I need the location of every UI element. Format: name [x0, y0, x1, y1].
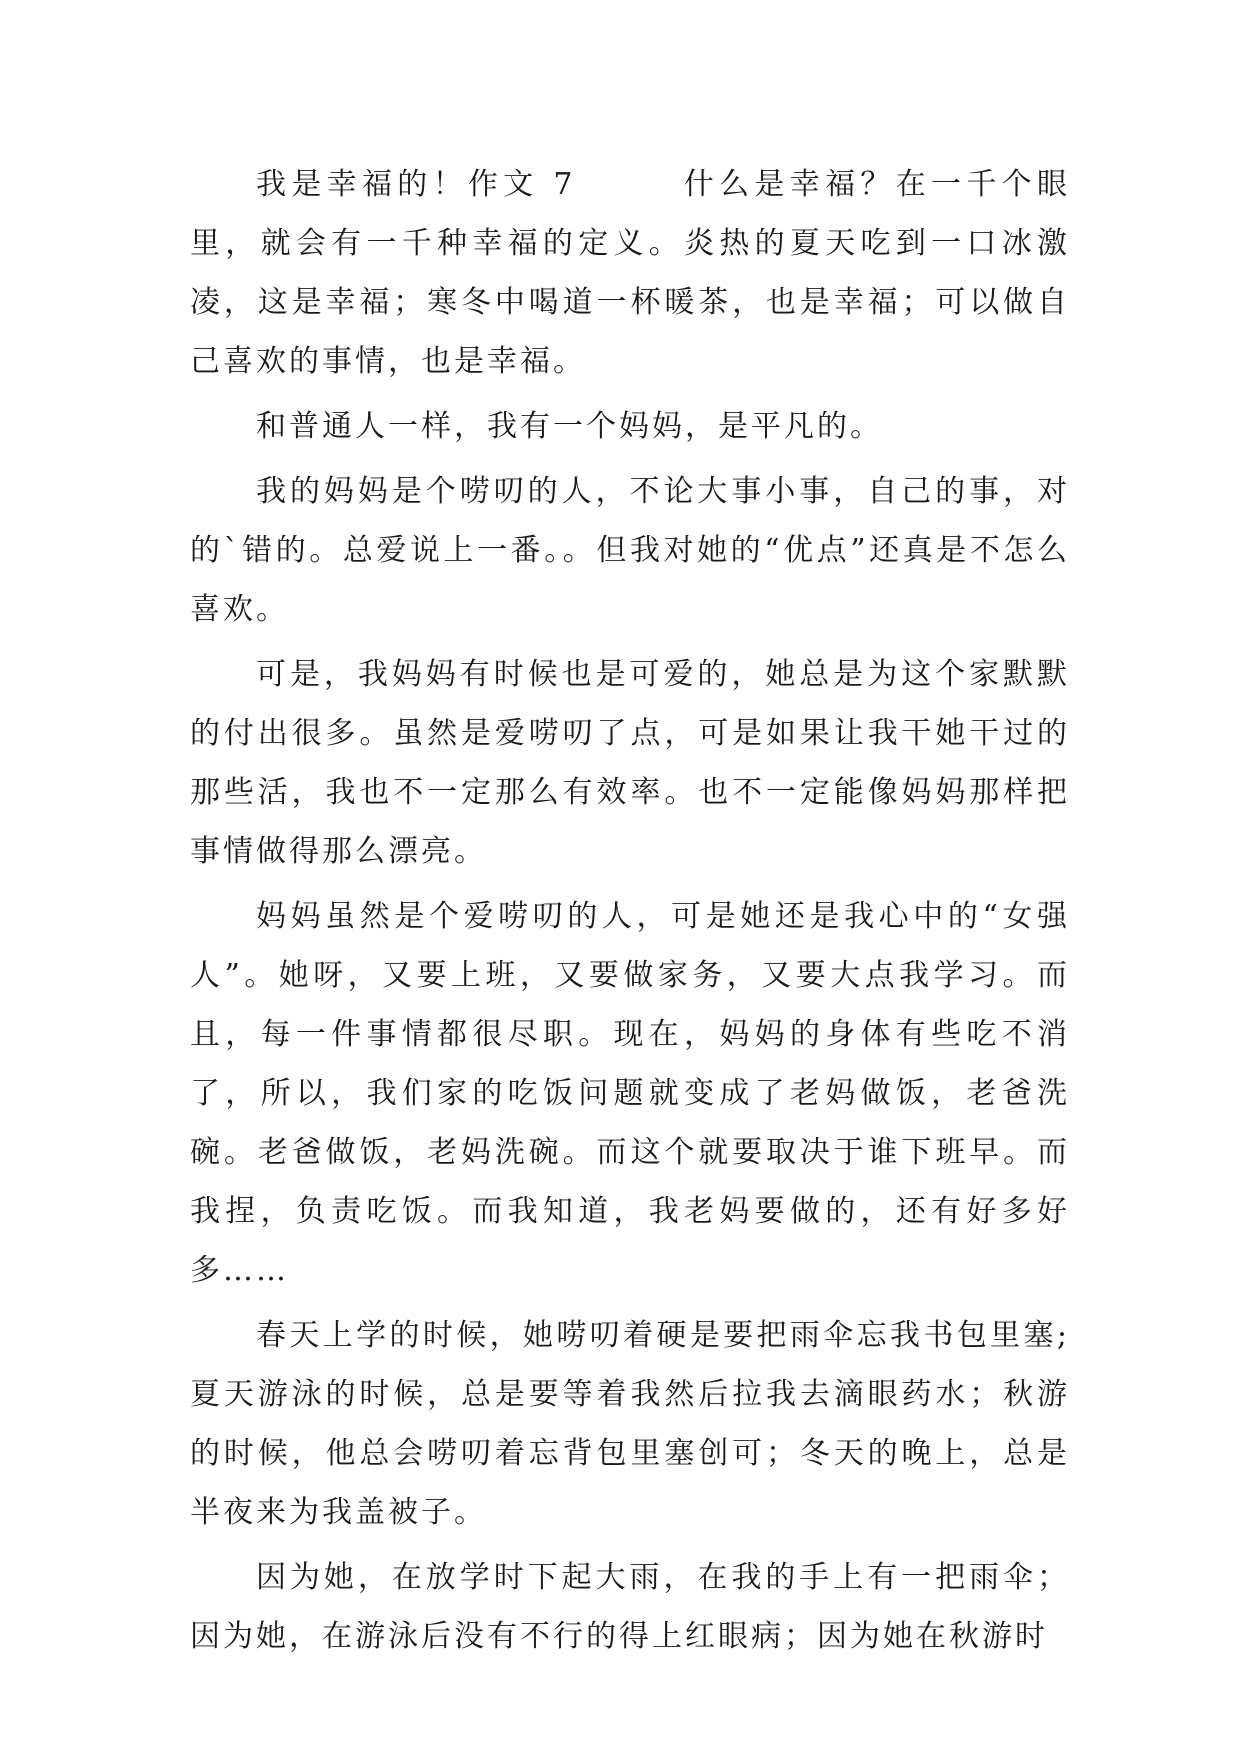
paragraph-7: 因为她，在放学时下起大雨，在我的手上有一把雨伞；因为她，在游泳后没有不行的得上红眼病；因为她在秋游时 [190, 1560, 1070, 1654]
paragraph-5: 妈妈虽然是个爱唠叨的人，可是她还是我心中的“女强人”。她呀，又要上班，又要做家务，又要大点我学习。而且，每一件事情都很尽职。现在，妈妈的身体有些吃不消了，所以，我们家的吃饭问题就变成了老妈做饭，老爸洗碗。老爸做饭，老妈洗碗。而这个就要取决于谁下班早。而我捏，负责吃饭。而我知道，我老妈要做的，还有好多好多…… [190, 899, 1070, 1288]
paragraph-3: 我的妈妈是个唠叨的人，不论大事小事，自己的事，对的`错的。总爱说上一番。。但我对她的“优点”还真是不怎么喜欢。 [190, 474, 1070, 627]
paragraph-1: 我是幸福的！作文 7 什么是幸福？在一千个眼里，就会有一千种幸福的定义。炎热的夏天吃到一口冰激凌，这是幸福；寒冬中喝道一杯暖茶，也是幸福；可以做自己喜欢的事情，也是幸福。 [190, 167, 1070, 379]
essay-body [190, 155, 1070, 1672]
paragraph-2: 和普通人一样，我有一个妈妈，是平凡的。 [256, 409, 883, 444]
paragraph-4: 可是，我妈妈有时候也是可爱的，她总是为这个家默默的付出很多。虽然是爱唠叨了点，可是如果让我干她干过的那些活，我也不一定那么有效率。也不一定能像妈妈那样把事情做得那么漂亮。 [190, 657, 1070, 869]
paragraph-6: 春天上学的时候，她唠叨着硬是要把雨伞忘我书包里塞;夏天游泳的时候，总是要等着我然后拉我去滴眼药水；秋游的时候，他总会唠叨着忘背包里塞创可；冬天的晚上，总是半夜来为我盖被子。 [190, 1318, 1070, 1530]
